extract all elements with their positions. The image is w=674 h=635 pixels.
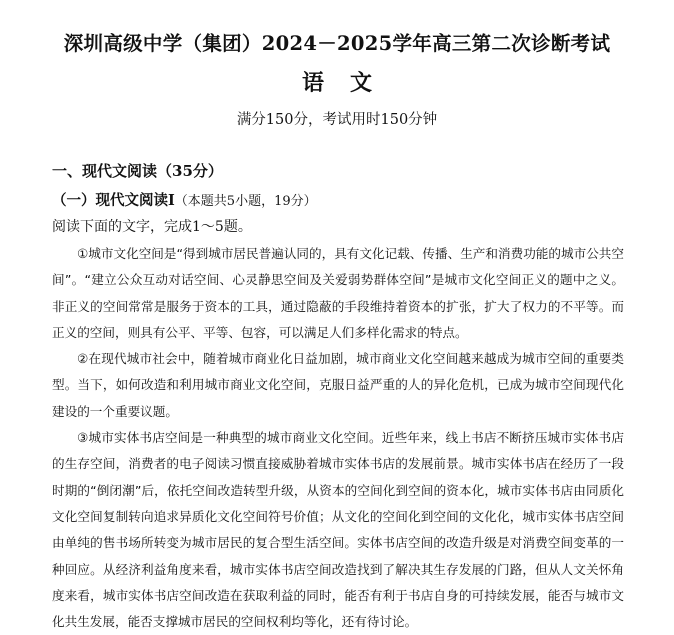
subsection-title: （一）现代文阅读Ⅰ xyxy=(52,192,175,209)
reading-instruction: 阅读下面的文字，完成1～5题。 xyxy=(52,219,252,235)
reading-passage xyxy=(52,241,624,635)
section-heading: 一、现代文阅读（35分） xyxy=(52,162,223,180)
subsection-note: （本题共5小题，19分） xyxy=(174,194,317,209)
passage-paragraph-2: ②在现代城市社会中，随着城市商业化日益加剧，城市商业文化空间越来越成为城市空间的重要类型。当下，如何改造和利用城市商业文化空间，克服日益严重的人的异化危机，已成为城市空间现代化建设的一个重要议题。 xyxy=(52,351,624,419)
passage-paragraph-3: ③城市实体书店空间是一种典型的城市商业文化空间。近些年来，线上书店不断挤压城市实体书店的生存空间，消费者的电子阅读习惯直接威胁着城市实体书店的发展前景。城市实体书店在经历了一段时期的“倒闭潮”后，依托空间改造转型升级，从资本的空间化到空间的资本化，城市实体书店由同质化文化空间复制转向追求异质化文化空间符号价值；从文化的空间化到空间的文化化，城市实体书店空间由单纯的售书场所转变为城市居民的复合型生活空间。实体书店空间的改造升级是对消费空间变革的一种回应。从经济利益角度来看，城市实体书店空间改造找到了解决其生存发展的门路，但从人文关怀角度来看，城市实体书店空间改造在获取利益的同时，能否有利于书店自身的可持续发展，能否与城市文化共生发展，能否支撑城市居民的空间权利均等化，还有待讨论。 xyxy=(52,430,624,630)
exam-info: 满分150分，考试用时150分钟 xyxy=(236,112,438,128)
subsection-heading xyxy=(52,189,317,210)
exam-title: 深圳高级中学（集团）2024－2025学年高三第二次诊断考试 xyxy=(63,32,611,55)
subject-title: 语文 xyxy=(301,70,398,96)
passage-paragraph-1: ①城市文化空间是“得到城市居民普遍认同的，具有文化记载、传播、生产和消费功能的城市公共空间”。“建立公众互动对话空间、心灵静思空间及关爱弱势群体空间”是城市文化空间正义的题中之义。非正义的空间常常是服务于资本的工具，通过隐蔽的手段维持着资本的扩张，扩大了权力的不平等。而正义的空间，则具有公平、平等、包容，可以满足人们多样化需求的特点。 xyxy=(52,246,624,340)
